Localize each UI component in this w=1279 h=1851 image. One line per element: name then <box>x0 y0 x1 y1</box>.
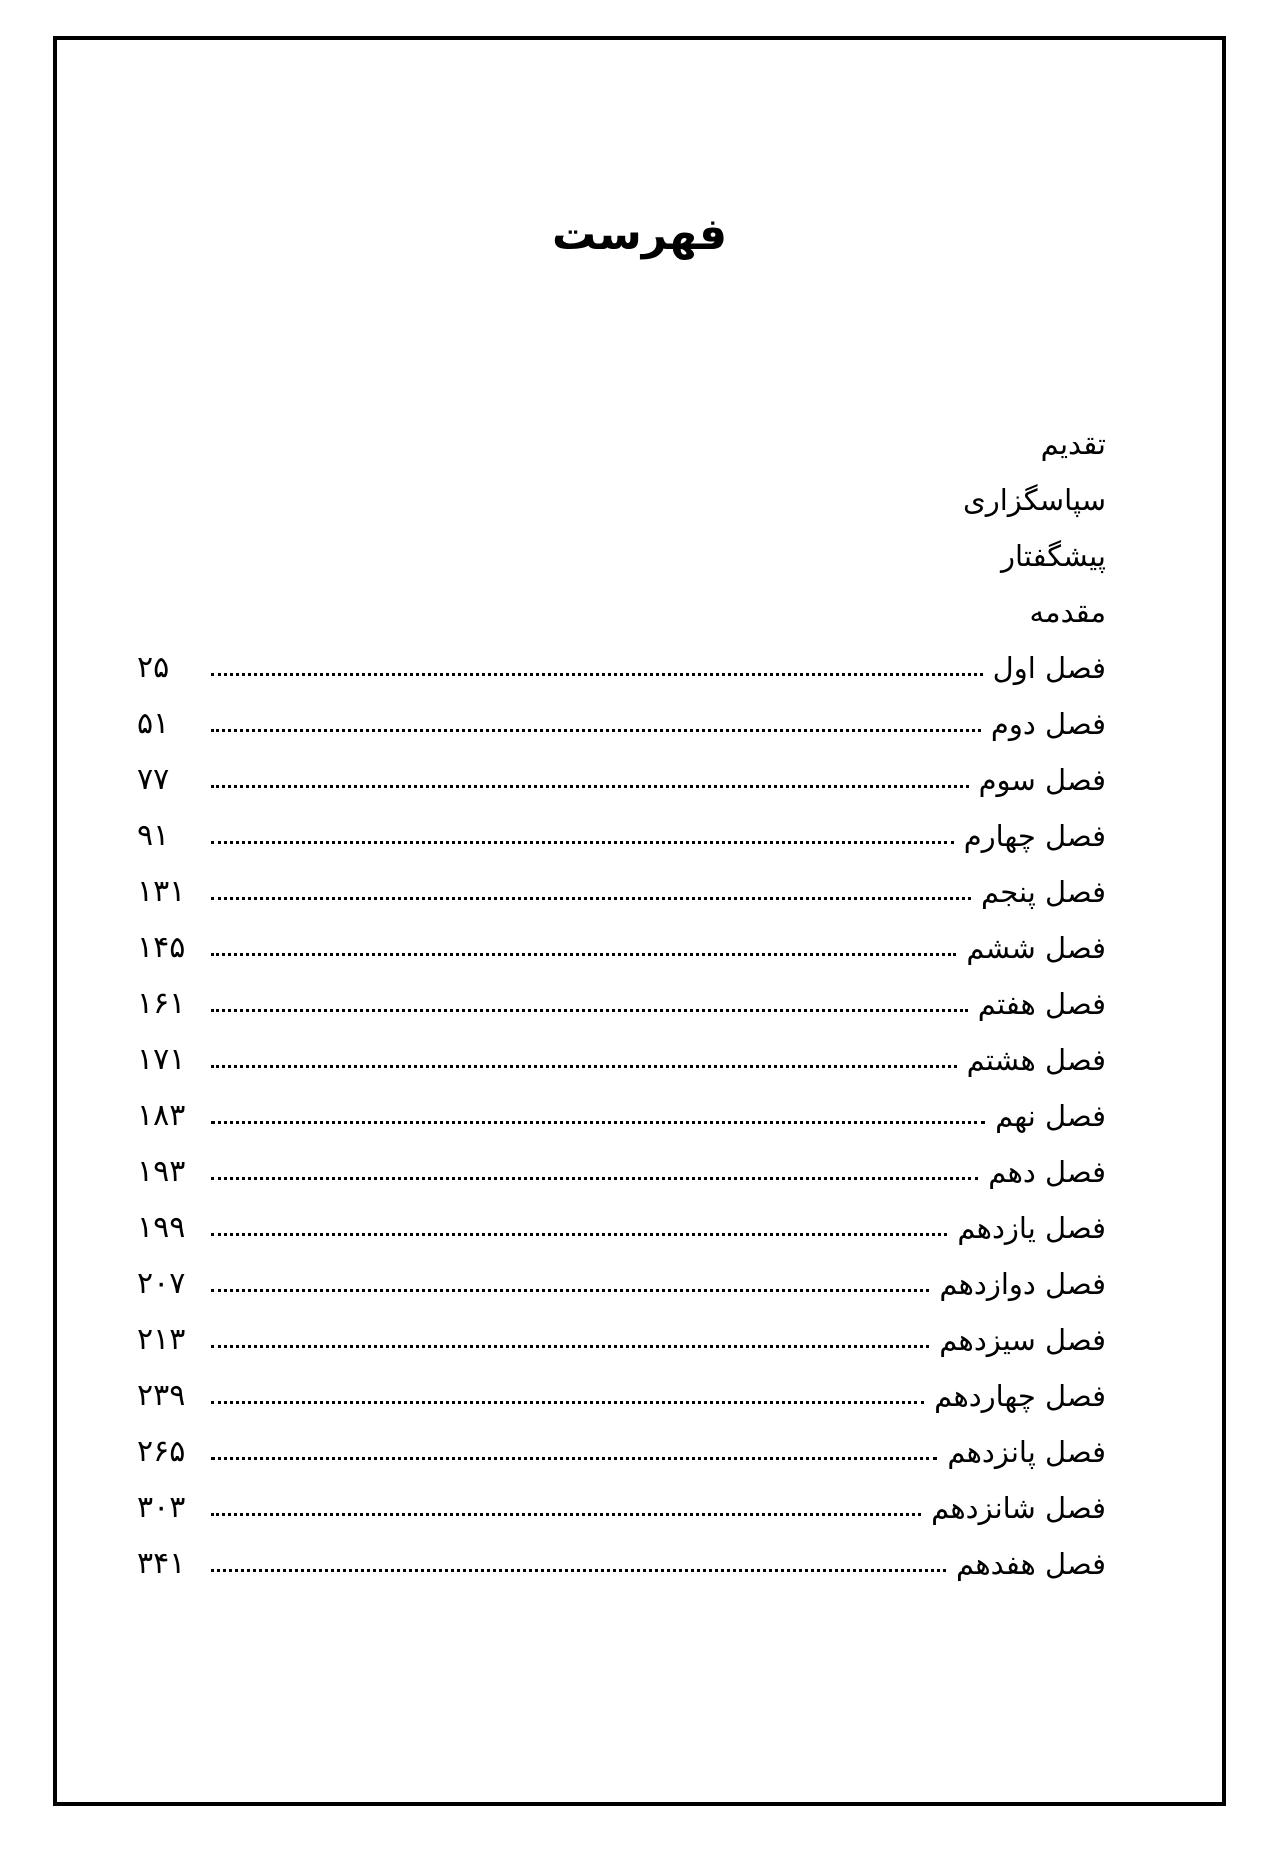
dot-leader <box>211 1569 946 1572</box>
toc-entry-label: فصل یازدهم <box>957 1211 1106 1245</box>
toc-page-number: ۳۴۱ <box>137 1546 186 1581</box>
toc-page-number: ۱۹۹ <box>137 1210 186 1245</box>
dot-leader <box>211 785 969 788</box>
toc-entry-label: تقدیم <box>1040 427 1106 461</box>
dot-leader <box>211 1233 947 1236</box>
dot-leader <box>211 953 956 956</box>
toc-entry-chapter-11[interactable] <box>137 1200 1106 1256</box>
toc-entry-label: فصل دوم <box>990 707 1106 741</box>
toc-entry-chapter-16[interactable] <box>137 1480 1106 1536</box>
dot-leader <box>211 729 981 732</box>
dot-leader <box>211 1457 937 1460</box>
toc-entry-label: فصل شانزدهم <box>931 1491 1106 1525</box>
toc-page-number: ۱۷۱ <box>137 1042 186 1077</box>
toc-page-number: ۵۱ <box>137 706 170 741</box>
toc-entry-chapter-13[interactable] <box>137 1312 1106 1368</box>
toc-entry-label: فصل سوم <box>978 763 1106 797</box>
toc-entry-chapter-12[interactable] <box>137 1256 1106 1312</box>
dot-leader <box>211 1065 957 1068</box>
dot-leader <box>211 841 954 844</box>
toc-entry-label: فصل هفدهم <box>956 1547 1106 1581</box>
toc-entry-chapter-8[interactable] <box>137 1032 1106 1088</box>
toc-page-number: ۱۴۵ <box>137 930 186 965</box>
toc-page-number: ۲۵ <box>137 650 170 685</box>
toc-entry-chapter-3[interactable] <box>137 752 1106 808</box>
toc-page-number: ۲۶۵ <box>137 1434 186 1469</box>
toc-page-number: ۲۳۹ <box>137 1378 186 1413</box>
toc-entry-label: فصل ششم <box>966 931 1106 965</box>
dot-leader <box>211 673 983 676</box>
dot-leader <box>211 1009 968 1012</box>
toc-page-number: ۱۳۱ <box>137 874 186 909</box>
toc-entry-chapter-5[interactable] <box>137 864 1106 920</box>
toc-page-number: ۳۰۳ <box>137 1490 186 1525</box>
toc-page-number: ۷۷ <box>137 762 170 797</box>
toc-entry-label: فصل هشتم <box>966 1043 1106 1077</box>
toc-entry-introduction[interactable] <box>137 584 1106 640</box>
dot-leader <box>211 1513 921 1516</box>
toc-entry-label: پیشگفتار <box>1001 539 1106 573</box>
toc-entry-dedication[interactable] <box>137 416 1106 472</box>
toc-entry-chapter-4[interactable] <box>137 808 1106 864</box>
toc-entry-label: فصل دهم <box>988 1155 1106 1189</box>
toc-entry-label: فصل پنجم <box>980 875 1106 909</box>
toc-entry-label: فصل پانزدهم <box>947 1435 1106 1469</box>
toc-entry-label: فصل چهاردهم <box>934 1379 1106 1413</box>
toc-entry-label: فصل دوازدهم <box>939 1267 1106 1301</box>
toc-entry-chapter-15[interactable] <box>137 1424 1106 1480</box>
dot-leader <box>211 1121 985 1124</box>
page-title: فهرست <box>551 209 728 260</box>
toc-page-number: ۹۱ <box>137 818 170 853</box>
toc-entry-chapter-10[interactable] <box>137 1144 1106 1200</box>
toc-entry-chapter-1[interactable] <box>137 640 1106 696</box>
toc-entry-label: فصل هفتم <box>977 987 1106 1021</box>
toc-page-number: ۱۹۳ <box>137 1154 186 1189</box>
toc-entry-label: فصل نهم <box>995 1099 1106 1133</box>
toc-entry-chapter-9[interactable] <box>137 1088 1106 1144</box>
toc-entry-label: فصل اول <box>992 651 1106 685</box>
toc-entry-chapter-7[interactable] <box>137 976 1106 1032</box>
dot-leader <box>211 897 971 900</box>
dot-leader <box>211 1177 978 1180</box>
toc-entry-label: فصل سیزدهم <box>939 1323 1106 1357</box>
dot-leader <box>211 1289 929 1292</box>
toc-page-number: ۱۶۱ <box>137 986 186 1021</box>
dot-leader <box>211 1345 929 1348</box>
toc-entry-label: فصل چهارم <box>963 819 1106 853</box>
toc-entry-label: سپاسگزاری <box>963 483 1106 517</box>
dot-leader <box>211 1401 924 1404</box>
toc-entry-chapter-17[interactable] <box>137 1536 1106 1592</box>
toc-page-number: ۲۰۷ <box>137 1266 186 1301</box>
table-of-contents <box>137 416 1106 1592</box>
toc-entry-label: مقدمه <box>1029 595 1106 629</box>
toc-entry-chapter-6[interactable] <box>137 920 1106 976</box>
toc-entry-foreword[interactable] <box>137 528 1106 584</box>
toc-page-number: ۱۸۳ <box>137 1098 186 1133</box>
toc-page-number: ۲۱۳ <box>137 1322 186 1357</box>
toc-entry-chapter-14[interactable] <box>137 1368 1106 1424</box>
toc-entry-chapter-2[interactable] <box>137 696 1106 752</box>
toc-entry-acknowledgements[interactable] <box>137 472 1106 528</box>
